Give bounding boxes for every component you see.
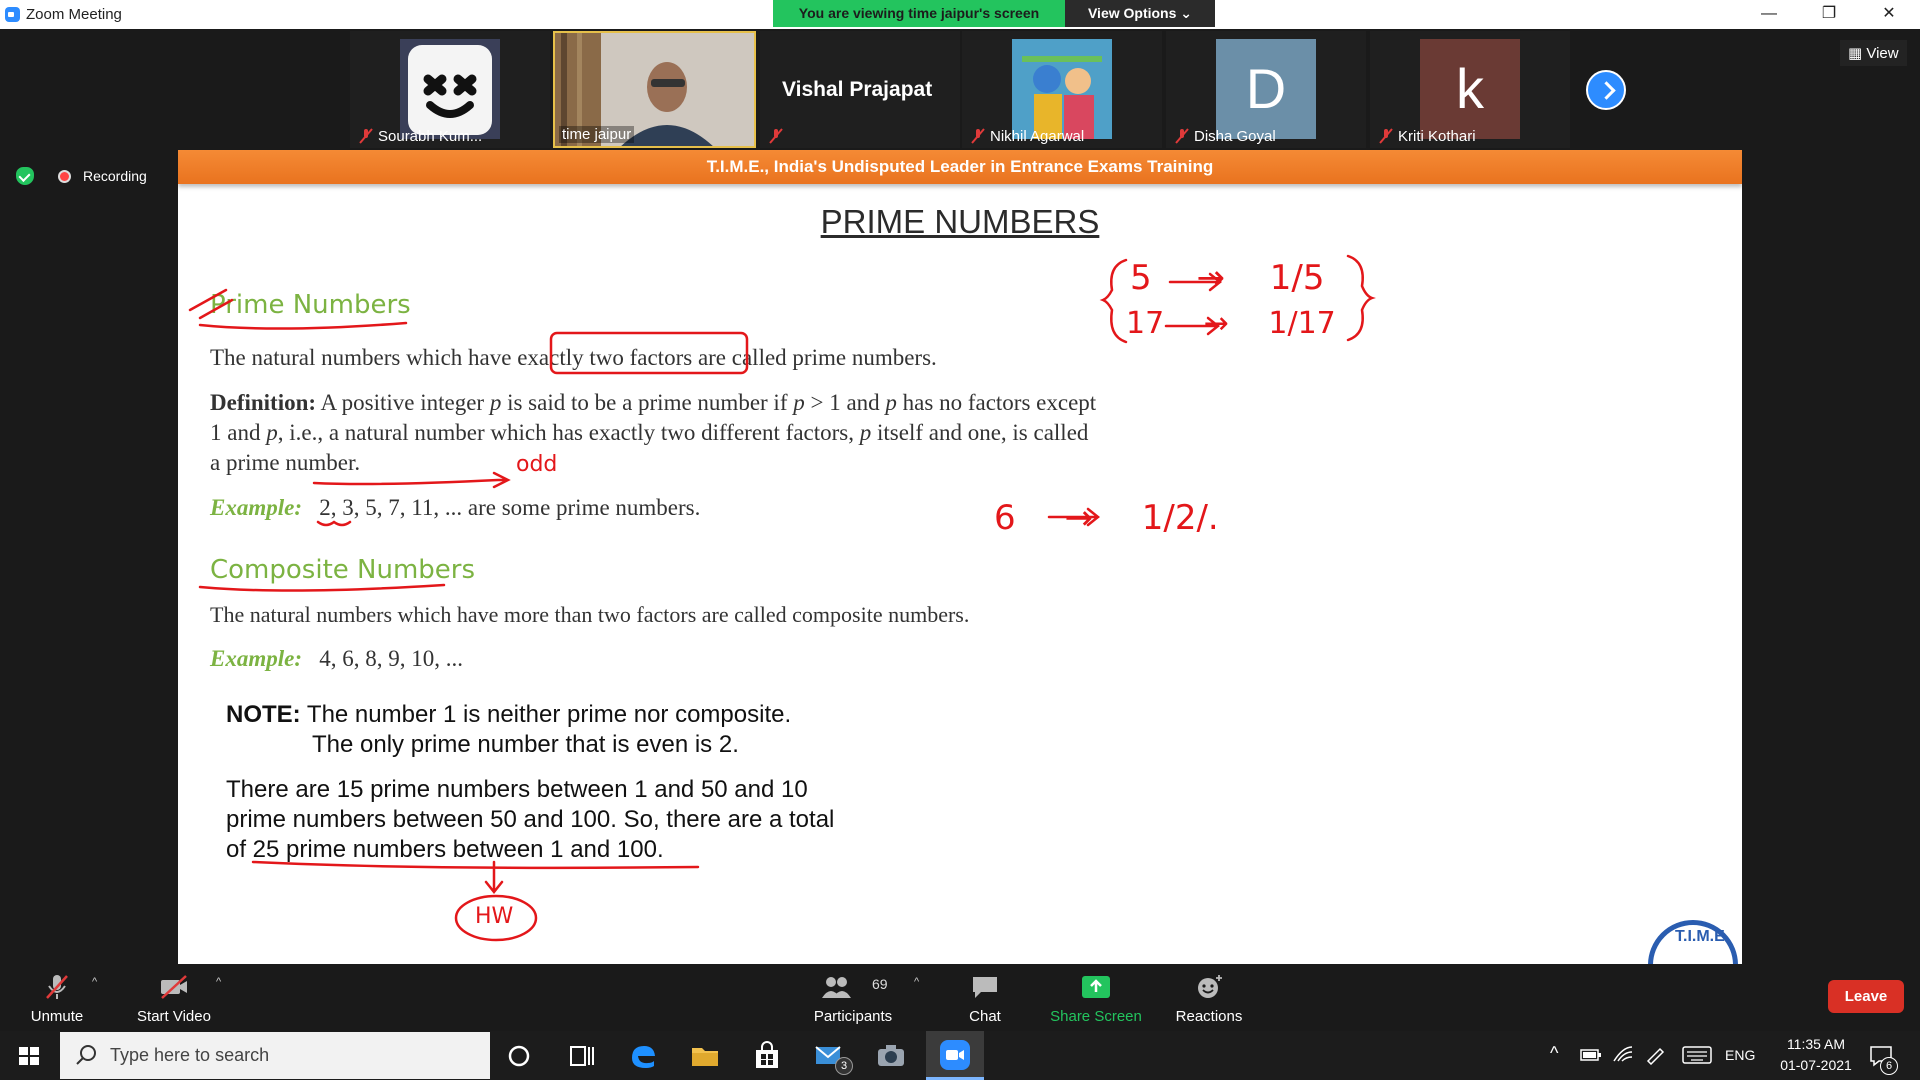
close-button[interactable]: ✕	[1882, 5, 1896, 22]
ink-annotations	[178, 150, 1742, 964]
windows-taskbar	[0, 1031, 1920, 1080]
note-label: NOTE:	[226, 701, 301, 728]
clock-time[interactable]: 11:35 AM	[1786, 1036, 1846, 1052]
next-page-button[interactable]	[1586, 70, 1626, 110]
text: p	[859, 420, 872, 445]
arrow-odd	[314, 473, 508, 487]
composite-definition: The natural numbers which have more than two factors are called composite numbers.	[210, 602, 970, 627]
share-screen-icon	[1081, 974, 1111, 1000]
box-exactly-two-factors	[551, 333, 747, 373]
participant-tile-active-speaker[interactable]	[553, 31, 756, 148]
video-off-icon	[159, 974, 189, 1000]
search-placeholder: Type here to search	[110, 1045, 270, 1065]
marshmello-avatar-icon	[400, 39, 500, 139]
text: are called prime numbers.	[692, 345, 937, 370]
slide-header: T.I.M.E., India's Undisputed Leader in Entrance Exams Training	[178, 150, 1742, 184]
start-video-button[interactable]	[124, 964, 224, 1031]
text: 1 and	[210, 420, 267, 445]
file-explorer-icon[interactable]	[688, 1039, 722, 1073]
view-label: View	[1866, 45, 1899, 62]
participants-icon	[821, 974, 851, 1000]
text: p	[885, 390, 897, 415]
mic-off-icon	[42, 974, 72, 1000]
chat-label: Chat	[969, 1008, 1001, 1025]
total-line-3: of 25 prime numbers between 1 and 100.	[226, 836, 664, 863]
total-line-1: There are 15 prime numbers between 1 and 50 and 10	[226, 776, 808, 803]
logo-text: T.I.M.E.	[1675, 928, 1730, 945]
zoom-taskbar-button[interactable]	[926, 1031, 984, 1080]
input-language[interactable]: ENG	[1725, 1047, 1756, 1063]
underline-composite-heading	[200, 585, 444, 591]
mic-muted-icon	[768, 128, 784, 144]
text: , i.e., a natural number which has exactly two different factors,	[277, 420, 860, 445]
text: 2, 3, 5, 7, 11, ... are some prime numbers.	[319, 495, 701, 520]
participant-tile[interactable]	[962, 31, 1162, 148]
right-brace	[1348, 256, 1372, 340]
task-view-icon[interactable]	[564, 1039, 598, 1073]
text: The number 1 is neither prime nor composite.	[300, 701, 792, 728]
meeting-toolbar	[0, 964, 1920, 1031]
start-video-label: Start Video	[137, 1008, 211, 1025]
unmute-button[interactable]	[14, 964, 100, 1031]
text: 4, 6, 8, 9, 10, ...	[319, 646, 463, 671]
seventeen-annotation: 17 → 1/17	[1126, 306, 1336, 341]
prime-heading: Prime Numbers	[210, 290, 411, 320]
participant-tile[interactable]	[350, 31, 550, 148]
store-icon[interactable]	[750, 1039, 784, 1073]
tick-mark	[190, 290, 232, 318]
taskbar-search-box[interactable]	[60, 1032, 490, 1079]
text: > 1 and	[804, 390, 886, 415]
title-bar	[0, 0, 1920, 29]
six-annotation: 6 → 1/2/.	[994, 498, 1219, 538]
chat-icon	[970, 974, 1000, 1000]
camera-icon[interactable]	[874, 1039, 908, 1073]
video-options-caret[interactable]: ^	[216, 976, 222, 988]
view-button[interactable]	[1840, 40, 1907, 66]
example-label: Example:	[210, 495, 302, 520]
example-label: Example:	[210, 646, 302, 671]
participant-name: Disha Goyal	[1194, 128, 1276, 145]
participant-count: 69	[872, 976, 888, 992]
five-annotation: 5 → 1/5	[1130, 258, 1325, 298]
participant-name: time jaipur	[559, 126, 634, 143]
cortana-icon[interactable]	[502, 1039, 536, 1073]
squiggle-2	[318, 522, 350, 525]
participant-name: Sourabh Kum...	[378, 128, 483, 145]
pen-icon[interactable]	[1644, 1043, 1666, 1065]
recording-icon[interactable]	[58, 170, 71, 183]
definition-line-3: a prime number.	[210, 450, 361, 475]
odd-annotation: odd	[516, 452, 558, 477]
restore-button[interactable]: ❐	[1821, 5, 1837, 22]
wifi-icon[interactable]	[1612, 1043, 1634, 1065]
clock-date[interactable]: 01-07-2021	[1780, 1057, 1852, 1073]
avatar: k	[1420, 39, 1520, 139]
recording-label: Recording	[83, 168, 147, 184]
participants-button[interactable]	[800, 964, 906, 1031]
security-shield-icon[interactable]	[16, 167, 34, 185]
participant-name: Kriti Kothari	[1398, 128, 1476, 145]
tray-overflow-caret[interactable]: ^	[1550, 1043, 1559, 1063]
definition-label: Definition:	[210, 390, 317, 415]
note-line-2: The only prime number that is even is 2.	[312, 731, 739, 758]
window-title: Zoom Meeting	[26, 6, 122, 23]
text: p	[793, 390, 805, 415]
reactions-label: Reactions	[1175, 1008, 1243, 1025]
participants-caret[interactable]: ^	[914, 976, 920, 988]
mic-muted-icon	[1378, 128, 1394, 144]
chat-button[interactable]	[950, 964, 1020, 1031]
participant-tile[interactable]	[1166, 31, 1366, 148]
share-screen-label: Share Screen	[1050, 1008, 1142, 1025]
avatar: D	[1216, 39, 1316, 139]
left-brace	[1103, 260, 1126, 342]
grid-icon: ▦	[1848, 45, 1867, 62]
boxed-text: exactly two factors	[517, 345, 693, 370]
underline-prime-heading	[200, 323, 406, 329]
hw-annotation: HW	[475, 904, 514, 929]
mic-muted-icon	[970, 128, 986, 144]
text: has no factors except	[896, 390, 1097, 415]
audio-options-caret[interactable]: ^	[92, 976, 98, 988]
zoom-icon	[939, 1039, 971, 1071]
participant-name: Nikhil Agarwal	[990, 128, 1085, 145]
text: The natural numbers which have	[210, 345, 518, 370]
leave-button[interactable]: Leave	[1828, 980, 1904, 1013]
text: is said to be a prime number if	[501, 390, 794, 415]
view-options-button[interactable]: View Options ⌄	[1065, 0, 1215, 27]
search-icon	[76, 1044, 98, 1066]
minimize-button[interactable]: —	[1761, 5, 1777, 22]
mail-badge: 3	[835, 1057, 853, 1075]
shared-screen[interactable]	[178, 150, 1742, 964]
mic-muted-icon	[1174, 128, 1190, 144]
share-screen-button[interactable]	[1050, 964, 1142, 1031]
participant-name: Vishal Prajapat	[782, 78, 933, 101]
text: A positive integer	[316, 390, 490, 415]
reactions-icon	[1194, 974, 1224, 1000]
text: p	[266, 420, 278, 445]
battery-icon[interactable]	[1580, 1047, 1602, 1063]
mic-muted-icon	[358, 128, 374, 144]
zoom-app-icon	[5, 7, 20, 22]
windows-start-icon[interactable]	[0, 1031, 58, 1080]
unmute-label: Unmute	[30, 1008, 84, 1025]
participants-label: Participants	[813, 1008, 893, 1025]
keyboard-icon[interactable]	[1682, 1045, 1712, 1065]
underline-total	[253, 862, 698, 868]
notification-count: 6	[1880, 1057, 1898, 1075]
text: itself and one, is called	[871, 420, 1089, 445]
slide-title: PRIME NUMBERS	[820, 203, 1100, 240]
reactions-button[interactable]	[1166, 964, 1252, 1031]
edge-icon[interactable]	[626, 1039, 660, 1073]
krishna-avatar-icon	[1012, 39, 1112, 139]
viewing-screen-banner: You are viewing time jaipur's screen	[773, 0, 1065, 27]
text: p	[489, 390, 502, 415]
total-line-2: prime numbers between 50 and 100. So, there are a total	[226, 806, 835, 833]
composite-heading: Composite Numbers	[210, 555, 476, 585]
participant-tile[interactable]	[1370, 31, 1570, 148]
